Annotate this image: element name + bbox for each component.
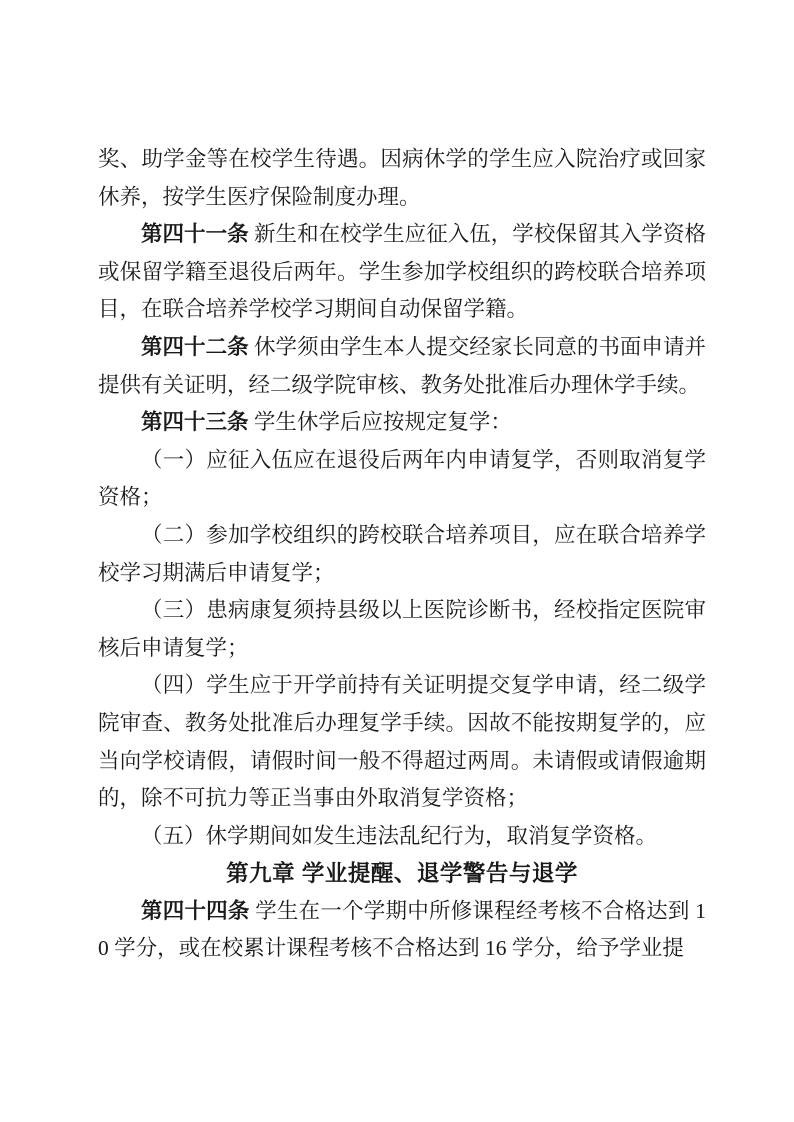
article-44-number: 第四十四条 [141, 898, 250, 923]
article-41-number: 第四十一条 [141, 222, 249, 247]
article-42-number: 第四十二条 [141, 334, 249, 359]
clause-2-paragraph [98, 517, 706, 592]
article-42-text: 休学须由学生本人提交经家长同意的书面申请并提供有关证明，经二级学院审核、教务处批准后办理休学手续。 [98, 334, 706, 397]
article-44-paragraph [98, 893, 706, 968]
article-42-paragraph [98, 329, 706, 404]
clause-5-paragraph [98, 818, 706, 856]
chapter-9-heading: 第九章 学业提醒、退学警告与退学 [226, 861, 578, 887]
clause-4-text: （四）学生应于开学前持有关证明提交复学申请，经二级学院审查、教务处批准后办理复学手续。因故不能按期复学的，应当向学校请假，请假时间一般不得超过两周。未请假或请假逾期的，除不可抗力等正当事由外取消复学资格； [98, 673, 706, 811]
paragraph-continuation [98, 141, 706, 216]
clause-3-paragraph [98, 592, 706, 667]
article-43-text: 学生休学后应按规定复学： [248, 410, 512, 435]
clause-4-paragraph [98, 667, 706, 817]
clause-3-text: （三）患病康复须持县级以上医院诊断书，经校指定医院审核后申请复学； [98, 598, 706, 660]
clause-2-text: （二）参加学校组织的跨校联合培养项目，应在联合培养学校学习期满后申请复学； [98, 522, 706, 585]
article-41-paragraph [98, 216, 706, 329]
article-41-text: 新生和在校学生应征入伍，学校保留其入学资格或保留学籍至退役后两年。学生参加学校组织的跨校联合培养项目，在联合培养学校学习期间自动保留学籍。 [98, 222, 706, 322]
article-43-paragraph [98, 404, 706, 442]
article-44-text: 学生在一个学期中所修课程经考核不合格达到 10 学分，或在校累计课程考核不合格达到 16 学分，给予学业提 [98, 898, 706, 961]
clause-1-text: （一）应征入伍应在退役后两年内申请复学，否则取消复学资格； [98, 447, 706, 510]
clause-1-paragraph [98, 442, 706, 517]
paragraph-text: 奖、助学金等在校学生待遇。因病休学的学生应入院治疗或回家休养，按学生医疗保险制度办理。 [98, 147, 706, 209]
article-43-number: 第四十三条 [141, 410, 249, 435]
clause-5-text: （五）休学期间如发生违法乱纪行为，取消复学资格。 [141, 823, 658, 848]
document-text-block [98, 141, 706, 968]
